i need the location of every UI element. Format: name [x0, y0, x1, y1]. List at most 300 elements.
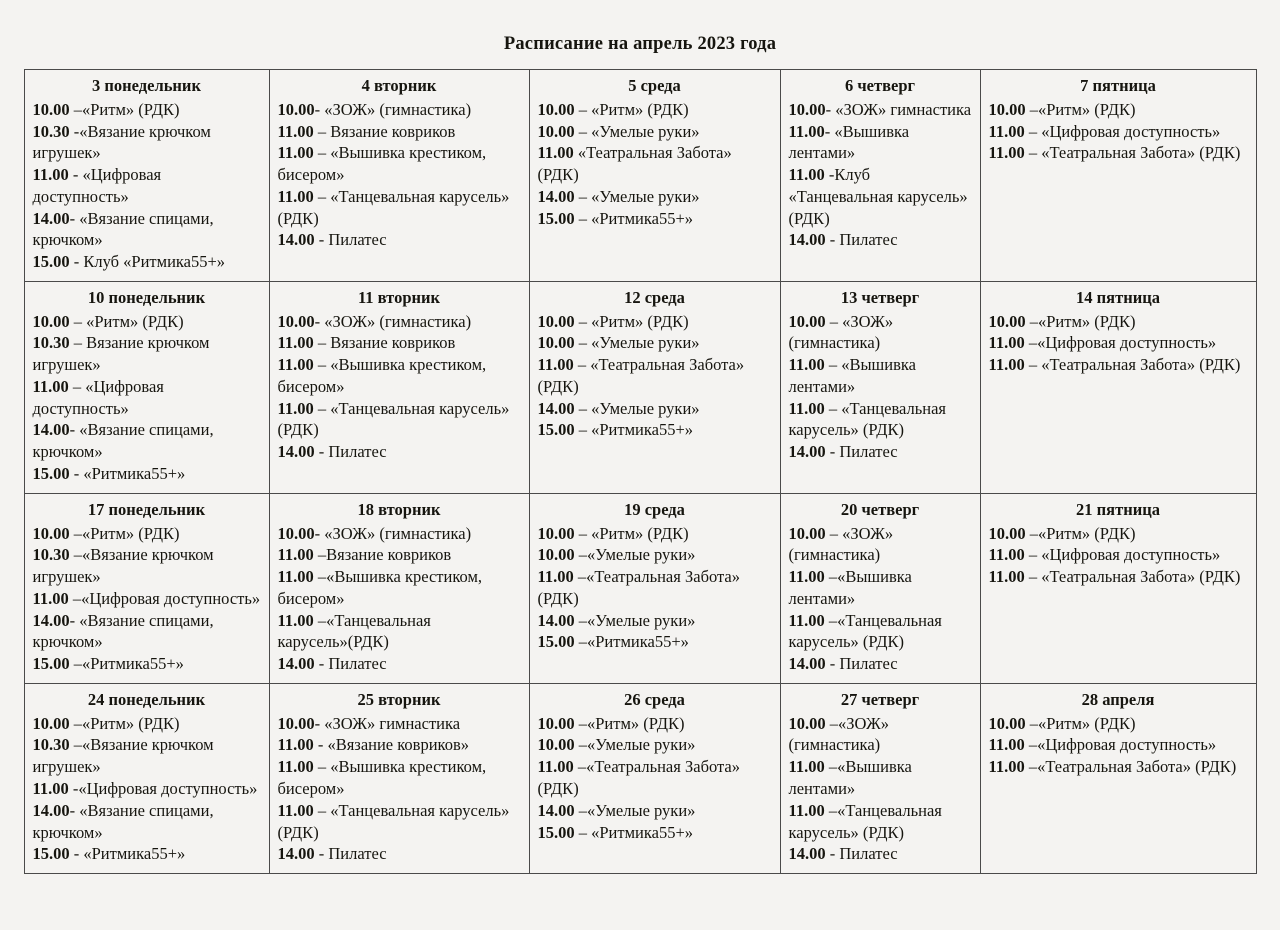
entry-time: 11.00: [32, 376, 69, 396]
schedule-entry: [278, 544, 521, 566]
entry-text: –«ЗОЖ» (гимнастика): [788, 713, 890, 755]
schedule-entry: [538, 142, 772, 186]
schedule-entry: [538, 523, 772, 545]
entry-time: 14.00: [32, 208, 70, 228]
schedule-entry: [538, 121, 772, 143]
day-header: 6 четверг: [844, 76, 915, 95]
entry-text: – «Вышивка крестиком, бисером»: [277, 355, 487, 396]
entry-text: -«Вязание крючком игрушек»: [32, 121, 211, 163]
schedule-entry: [33, 734, 261, 778]
entry-text: – «ЗОЖ» (гимнастика): [788, 311, 894, 353]
schedule-entry: [278, 566, 521, 610]
entry-time: 11.00: [788, 121, 825, 141]
schedule-entry: [789, 121, 972, 165]
entry-text: –«Ритм» (РДК): [1025, 311, 1136, 331]
schedule-entry: [278, 713, 521, 735]
entry-text: – «Ритм» (РДК): [574, 311, 689, 331]
entry-text: - Пилатес: [825, 844, 898, 864]
entry-text: –«Театральная Забота» (РДК): [1024, 757, 1237, 777]
entry-time: 10.00: [537, 523, 575, 543]
entry-text: – «Цифровая доступность»: [1024, 121, 1221, 141]
day-header: 21 пятница: [1076, 499, 1160, 519]
schedule-entry: [538, 756, 772, 800]
entry-text: –«Вышивка крестиком, бисером»: [277, 567, 483, 608]
schedule-entry: [538, 419, 772, 441]
schedule-entry: [33, 653, 261, 675]
entry-text: – «Ритм» (РДК): [69, 311, 184, 331]
entry-time: 11.00: [788, 165, 825, 185]
entry-text: - «Вязание ковриков»: [313, 735, 470, 755]
entry-text: –«Ритм» (РДК): [574, 713, 685, 733]
entry-time: 11.00: [277, 735, 314, 755]
entry-time: 10.00: [537, 121, 575, 141]
day-header: 10 понедельник: [87, 287, 206, 307]
entry-time: 11.00: [277, 398, 314, 418]
schedule-entry: [789, 800, 972, 844]
day-cell: [980, 281, 1256, 493]
schedule-entry: [789, 398, 972, 442]
entry-time: 11.00: [277, 610, 314, 630]
entry-time: 14.00: [537, 186, 575, 206]
schedule-entry: [989, 332, 1248, 354]
schedule-entry: [989, 121, 1248, 143]
entry-text: –«Вышивка лентами»: [788, 567, 912, 608]
schedule-entry: [538, 186, 772, 208]
entry-time: 11.00: [988, 143, 1025, 163]
entry-text: –«Цифровая доступность»: [1024, 333, 1217, 353]
day-cell: [529, 683, 780, 873]
entry-time: 10.00: [537, 333, 575, 353]
entry-time: 10.00: [988, 99, 1026, 119]
entry-text: «Театральная Забота» (РДК): [537, 143, 732, 185]
schedule-entry: [538, 354, 772, 398]
entry-text: –«Вязание крючком игрушек»: [32, 735, 214, 777]
entry-text: – Вязание ковриков: [313, 333, 456, 353]
schedule-entry: [33, 121, 261, 165]
schedule-entry: [33, 713, 261, 735]
entry-time: 10.00: [537, 735, 575, 755]
entry-text: - «ЗОЖ» гимнастика: [314, 713, 461, 733]
entry-time: 10.00: [537, 99, 575, 119]
schedule-entry: [278, 229, 521, 251]
day-cell: [780, 281, 980, 493]
schedule-entry: [278, 332, 521, 354]
entry-time: 15.00: [537, 822, 575, 842]
day-cell: [269, 70, 529, 282]
entry-text: – «Театральная Забота» (РДК): [1024, 143, 1241, 163]
schedule-entry: [789, 566, 972, 610]
day-header: 17 понедельник: [87, 499, 206, 519]
entry-time: 15.00: [537, 420, 575, 440]
entry-time: 11.00: [277, 757, 314, 777]
schedule-entry: [989, 566, 1248, 588]
day-header: 12 среда: [624, 287, 685, 307]
entry-time: 10.30: [32, 121, 70, 141]
schedule-entry: [538, 734, 772, 756]
day-cell: [24, 683, 269, 873]
entry-time: 11.00: [788, 567, 825, 587]
entry-time: 11.00: [537, 143, 574, 163]
schedule-entry: [789, 164, 972, 229]
entry-text: - «Вязание спицами, крючком»: [32, 610, 214, 652]
schedule-entry: [278, 311, 521, 333]
entry-time: 10.00: [277, 99, 315, 119]
entry-time: 11.00: [277, 567, 314, 587]
day-header: 19 среда: [624, 499, 685, 519]
schedule-entry: [538, 544, 772, 566]
entry-time: 14.00: [788, 844, 826, 864]
schedule-entry: [278, 734, 521, 756]
entry-text: -Клуб «Танцевальная карусель» (РДК): [788, 165, 968, 228]
entry-text: – «Ритм» (РДК): [574, 523, 689, 543]
entry-time: 15.00: [32, 252, 70, 272]
entry-text: – «Танцевальная карусель» (РДК): [277, 800, 510, 842]
entry-time: 14.00: [788, 230, 826, 250]
schedule-entry: [789, 441, 972, 463]
entry-text: - Пилатес: [314, 844, 387, 864]
entry-time: 11.00: [32, 588, 69, 608]
entry-time: 11.00: [277, 121, 314, 141]
entry-text: - «ЗОЖ» (гимнастика): [314, 523, 472, 543]
entry-text: –«Танцевальная карусель»(РДК): [277, 610, 431, 652]
schedule-entry: [789, 843, 972, 865]
entry-text: –«Танцевальная карусель» (РДК): [788, 610, 942, 652]
schedule-entry: [33, 251, 261, 273]
entry-time: 15.00: [537, 208, 575, 228]
entry-text: –«Умелые руки»: [574, 735, 696, 755]
entry-time: 15.00: [32, 464, 70, 484]
schedule-entry: [989, 713, 1248, 735]
table-row: [24, 281, 1256, 493]
schedule-entry: [33, 544, 261, 588]
schedule-entry: [33, 99, 261, 121]
entry-text: - «Цифровая доступность»: [32, 165, 162, 206]
entry-text: - «Вязание спицами, крючком»: [32, 800, 214, 842]
schedule-entry: [278, 354, 521, 398]
entry-time: 14.00: [277, 230, 315, 250]
entry-time: 11.00: [32, 778, 69, 798]
day-header: 14 пятница: [1076, 287, 1160, 307]
entry-text: –«Ритмика55+»: [69, 654, 184, 674]
entry-time: 11.00: [277, 800, 314, 820]
entry-time: 14.00: [788, 654, 826, 674]
entry-text: –«Ритмика55+»: [574, 632, 689, 652]
entry-text: –«Вышивка лентами»: [788, 757, 912, 798]
schedule-entry: [789, 523, 972, 567]
day-cell: [780, 70, 980, 282]
schedule-entry: [278, 142, 521, 186]
entry-time: 11.00: [988, 333, 1025, 353]
entry-time: 11.00: [788, 610, 825, 630]
day-cell: [269, 683, 529, 873]
entry-text: – «Ритмика55+»: [574, 208, 694, 228]
day-header: 11 вторник: [357, 287, 441, 307]
entry-text: –«Умелые руки»: [574, 610, 696, 630]
schedule-entry: [33, 523, 261, 545]
day-header: 25 вторник: [357, 689, 441, 709]
entry-text: –«Ритм» (РДК): [69, 523, 180, 543]
entry-text: - «ЗОЖ» гимнастика: [825, 99, 972, 119]
entry-text: –«Умелые руки»: [574, 800, 696, 820]
schedule-entry: [33, 164, 261, 208]
entry-text: –«Театральная Забота» (РДК): [537, 757, 740, 798]
table-row: [24, 493, 1256, 683]
schedule-entry: [789, 713, 972, 757]
schedule-entry: [278, 843, 521, 865]
entry-text: –«Театральная Забота» (РДК): [537, 567, 740, 608]
entry-text: – «Цифровая доступность»: [1024, 545, 1221, 565]
entry-text: –«Ритм» (РДК): [1025, 523, 1136, 543]
schedule-entry: [989, 734, 1248, 756]
schedule-entry: [989, 99, 1248, 121]
entry-time: 14.00: [537, 610, 575, 630]
schedule-entry: [33, 588, 261, 610]
schedule-entry: [33, 208, 261, 252]
entry-time: 10.00: [537, 545, 575, 565]
page-title: Расписание на апрель 2023 года: [503, 34, 777, 54]
schedule-entry: [789, 756, 972, 800]
day-cell: [780, 683, 980, 873]
schedule-entry: [278, 800, 521, 844]
schedule-entry: [33, 311, 261, 333]
schedule-entry: [538, 610, 772, 632]
schedule-entry: [33, 332, 261, 376]
entry-text: –«Ритм» (РДК): [69, 99, 180, 119]
entry-text: –«Ритм» (РДК): [69, 713, 180, 733]
schedule-entry: [989, 142, 1248, 164]
entry-text: –«Ритм» (РДК): [1025, 713, 1136, 733]
schedule-table: [24, 69, 1257, 874]
schedule-entry: [538, 332, 772, 354]
entry-text: –«Вязание крючком игрушек»: [32, 545, 214, 587]
entry-text: –«Танцевальная карусель» (РДК): [788, 800, 942, 842]
table-row: [24, 683, 1256, 873]
entry-text: - Клуб «Ритмика55+»: [69, 252, 226, 272]
schedule-entry: [789, 99, 972, 121]
entry-text: – «Умелые руки»: [574, 398, 700, 418]
entry-text: - «Ритмика55+»: [69, 844, 186, 864]
schedule-entry: [278, 756, 521, 800]
day-header: 13 четверг: [840, 287, 920, 307]
entry-time: 10.00: [988, 523, 1026, 543]
entry-time: 14.00: [537, 800, 575, 820]
schedule-entry: [989, 523, 1248, 545]
entry-time: 10.00: [277, 713, 315, 733]
schedule-entry: [989, 311, 1248, 333]
schedule-entry: [538, 822, 772, 844]
day-cell: [269, 493, 529, 683]
entry-text: –«Ритм» (РДК): [1025, 99, 1136, 119]
schedule-entry: [278, 398, 521, 442]
schedule-entry: [538, 311, 772, 333]
entry-time: 14.00: [537, 398, 575, 418]
entry-text: – «Ритмика55+»: [574, 822, 694, 842]
entry-text: – «Вышивка лентами»: [788, 355, 916, 396]
entry-text: – «Вышивка крестиком, бисером»: [277, 757, 487, 798]
entry-time: 10.00: [988, 311, 1026, 331]
entry-text: - Пилатес: [825, 442, 898, 462]
entry-text: – «Ритм» (РДК): [574, 99, 689, 119]
table-row: [24, 70, 1256, 282]
schedule-entry: [278, 186, 521, 230]
entry-text: - Пилатес: [314, 442, 387, 462]
entry-time: 11.00: [988, 121, 1025, 141]
entry-time: 14.00: [32, 800, 70, 820]
entry-time: 11.00: [988, 545, 1025, 565]
entry-time: 11.00: [788, 355, 825, 375]
entry-time: 10.30: [32, 545, 70, 565]
schedule-entry: [989, 354, 1248, 376]
schedule-entry: [33, 463, 261, 485]
entry-time: 10.00: [788, 99, 826, 119]
day-cell: [980, 683, 1256, 873]
entry-time: 10.00: [32, 99, 70, 119]
entry-time: 10.00: [537, 713, 575, 733]
day-cell: [24, 70, 269, 282]
entry-text: –Вязание ковриков: [313, 545, 452, 565]
day-header: 28 апреля: [1081, 689, 1155, 709]
day-cell: [980, 493, 1256, 683]
entry-time: 11.00: [788, 800, 825, 820]
entry-time: 11.00: [277, 186, 314, 206]
entry-time: 15.00: [537, 632, 575, 652]
entry-time: 15.00: [32, 654, 70, 674]
entry-time: 15.00: [32, 844, 70, 864]
schedule-entry: [278, 121, 521, 143]
day-cell: [780, 493, 980, 683]
entry-time: 11.00: [277, 355, 314, 375]
entry-text: –«Цифровая доступность»: [68, 588, 261, 608]
schedule-entry: [33, 376, 261, 420]
entry-time: 11.00: [32, 165, 69, 185]
entry-time: 11.00: [788, 757, 825, 777]
day-header: 4 вторник: [361, 76, 437, 95]
entry-time: 14.00: [277, 442, 315, 462]
entry-text: - «Вышивка лентами»: [788, 121, 910, 163]
day-header: 18 вторник: [357, 499, 441, 519]
entry-time: 10.00: [988, 713, 1026, 733]
entry-text: - «ЗОЖ» (гимнастика): [314, 99, 472, 119]
schedule-entry: [33, 419, 261, 463]
entry-time: 11.00: [988, 757, 1025, 777]
entry-text: –«Умелые руки»: [574, 545, 696, 565]
entry-time: 10.30: [32, 735, 70, 755]
entry-text: – «Танцевальная карусель» (РДК): [788, 398, 946, 440]
schedule-entry: [538, 398, 772, 420]
entry-time: 11.00: [988, 355, 1025, 375]
entry-text: – «Театральная Забота» (РДК): [537, 355, 745, 396]
day-header: 3 понедельник: [92, 76, 201, 95]
entry-text: – «Танцевальная карусель» (РДК): [277, 186, 510, 228]
entry-time: 11.00: [277, 333, 314, 353]
schedule-entry: [33, 800, 261, 844]
entry-time: 10.00: [788, 523, 826, 543]
entry-text: – «Умелые руки»: [574, 333, 700, 353]
day-header: 24 понедельник: [87, 689, 206, 709]
schedule-entry: [538, 99, 772, 121]
entry-time: 10.00: [32, 311, 70, 331]
day-header: 27 четверг: [840, 689, 920, 709]
entry-text: - «Ритмика55+»: [69, 464, 186, 484]
schedule-entry: [789, 610, 972, 654]
day-header: 20 четверг: [840, 499, 920, 519]
day-cell: [529, 281, 780, 493]
schedule-entry: [789, 311, 972, 355]
entry-text: - Пилатес: [825, 230, 898, 250]
entry-text: - Пилатес: [314, 230, 387, 250]
entry-text: - «ЗОЖ» (гимнастика): [314, 311, 472, 331]
entry-text: – «Умелые руки»: [574, 186, 700, 206]
entry-text: – «Театральная Забота» (РДК): [1024, 567, 1241, 587]
entry-text: – «Цифровая доступность»: [32, 376, 164, 418]
entry-text: - «Вязание спицами, крючком»: [32, 208, 214, 250]
day-cell: [529, 493, 780, 683]
entry-text: –«Цифровая доступность»: [1024, 735, 1217, 755]
entry-text: – «Вышивка крестиком, бисером»: [277, 143, 487, 185]
schedule-entry: [789, 653, 972, 675]
day-header: 5 среда: [628, 76, 681, 95]
entry-time: 10.00: [537, 311, 575, 331]
schedule-entry: [278, 523, 521, 545]
schedule-entry: [538, 713, 772, 735]
entry-time: 11.00: [788, 398, 825, 418]
entry-text: – Вязание крючком игрушек»: [32, 333, 210, 375]
schedule-entry: [789, 229, 972, 251]
schedule-entry: [278, 99, 521, 121]
entry-text: - Пилатес: [825, 654, 898, 674]
schedule-entry: [33, 778, 261, 800]
entry-text: – «Танцевальная карусель» (РДК): [277, 398, 510, 440]
entry-time: 14.00: [32, 610, 70, 630]
day-header: 7 пятница: [1080, 76, 1156, 95]
entry-text: – «Ритмика55+»: [574, 420, 694, 440]
schedule-entry: [278, 441, 521, 463]
entry-time: 10.00: [788, 713, 826, 733]
schedule-entry: [278, 610, 521, 654]
entry-time: 11.00: [988, 735, 1025, 755]
entry-time: 14.00: [277, 654, 315, 674]
entry-time: 11.00: [277, 545, 314, 565]
entry-time: 11.00: [537, 355, 574, 375]
day-cell: [980, 70, 1256, 282]
entry-time: 14.00: [788, 442, 826, 462]
schedule-entry: [989, 544, 1248, 566]
schedule-entry: [789, 354, 972, 398]
day-cell: [269, 281, 529, 493]
entry-time: 10.00: [788, 311, 826, 331]
day-cell: [24, 281, 269, 493]
entry-time: 10.00: [32, 523, 70, 543]
schedule-entry: [538, 631, 772, 653]
schedule-entry: [538, 566, 772, 610]
entry-text: - «Вязание спицами, крючком»: [32, 420, 214, 462]
schedule-entry: [33, 610, 261, 654]
schedule-entry: [278, 653, 521, 675]
day-cell: [529, 70, 780, 282]
entry-time: 10.30: [32, 333, 70, 353]
entry-time: 10.00: [32, 713, 70, 733]
entry-time: 11.00: [537, 757, 574, 777]
entry-text: – «Умелые руки»: [574, 121, 700, 141]
entry-time: 11.00: [988, 567, 1025, 587]
entry-text: -«Цифровая доступность»: [68, 778, 258, 798]
schedule-entry: [538, 800, 772, 822]
entry-time: 11.00: [537, 567, 574, 587]
entry-time: 10.00: [277, 311, 315, 331]
entry-time: 11.00: [277, 143, 314, 163]
entry-text: – «ЗОЖ» (гимнастика): [788, 523, 894, 565]
schedule-entry: [33, 843, 261, 865]
